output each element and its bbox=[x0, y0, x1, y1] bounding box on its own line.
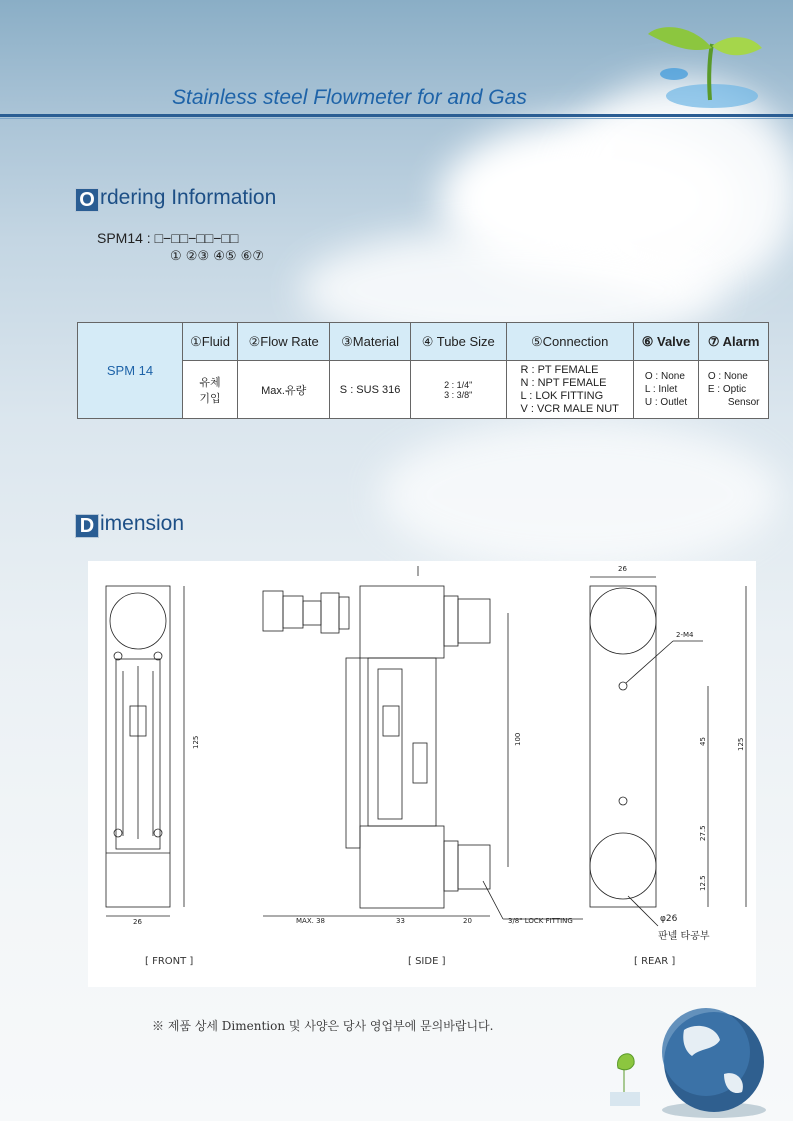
cell-valve: O : None L : Inlet U : Outlet bbox=[633, 361, 699, 419]
header-flow-rate: ②Flow Rate bbox=[238, 323, 330, 361]
order-code-numbers: ① ②③ ④⑤ ⑥⑦ bbox=[170, 249, 264, 264]
cell-material: S : SUS 316 bbox=[330, 361, 410, 419]
header-rule bbox=[0, 114, 793, 117]
cell-flow-rate: Max.유량 bbox=[238, 361, 330, 419]
rear-view bbox=[590, 565, 746, 942]
header-material: ③Material bbox=[330, 323, 410, 361]
globe-decoration bbox=[596, 1000, 776, 1121]
dimension-heading bbox=[75, 512, 184, 538]
heading-mark: D bbox=[75, 514, 99, 538]
svg-text:125: 125 bbox=[737, 737, 745, 751]
cloud-decoration bbox=[380, 420, 780, 570]
page-title: Stainless steel Flowmeter for and Gas bbox=[172, 86, 527, 109]
cell-fluid: 유체 기입 bbox=[183, 361, 238, 419]
footer-note: ※ 제품 상세 Dimention 및 사양은 당사 영업부에 문의바랍니다. bbox=[152, 1019, 494, 1033]
model-cell: SPM 14 bbox=[78, 323, 183, 419]
side-caption: [ SIDE ] bbox=[408, 956, 446, 967]
header-rule-thin bbox=[0, 118, 793, 119]
spec-table bbox=[77, 322, 769, 419]
heading-text: rdering Information bbox=[100, 186, 277, 209]
cell-connection: R : PT FEMALE N : NPT FEMALE L : LOK FITTING V : VCR MALE NUT bbox=[506, 361, 633, 419]
front-view bbox=[106, 586, 200, 926]
svg-text:판넬 타공부: 판넬 타공부 bbox=[658, 931, 710, 942]
header-valve: ⑥ Valve bbox=[633, 323, 699, 361]
svg-text:33: 33 bbox=[396, 917, 405, 925]
header-tube-size: ④ Tube Size bbox=[410, 323, 506, 361]
ordering-heading bbox=[75, 186, 276, 212]
svg-text:26: 26 bbox=[133, 918, 142, 926]
sprout-logo bbox=[640, 14, 770, 114]
heading-mark: O bbox=[75, 188, 99, 212]
order-code: SPM14 : □−□□−□□−□□ bbox=[97, 230, 239, 246]
svg-text:100: 100 bbox=[514, 732, 522, 746]
front-caption: [ FRONT ] bbox=[145, 956, 194, 967]
cell-tube-size: 2 : 1/4" 3 : 3/8" bbox=[410, 361, 506, 419]
svg-text:12.5: 12.5 bbox=[699, 875, 707, 891]
svg-text:20: 20 bbox=[463, 917, 472, 925]
svg-text:φ26: φ26 bbox=[660, 914, 678, 924]
svg-text:27.5: 27.5 bbox=[699, 825, 707, 841]
header-fluid: ①Fluid bbox=[183, 323, 238, 361]
side-view bbox=[263, 566, 583, 925]
svg-text:45: 45 bbox=[699, 737, 707, 746]
svg-text:MAX. 38: MAX. 38 bbox=[296, 917, 325, 925]
header-alarm: ⑦ Alarm bbox=[699, 323, 769, 361]
svg-text:26: 26 bbox=[618, 565, 627, 573]
rear-caption: [ REAR ] bbox=[634, 956, 676, 967]
dimension-drawing bbox=[88, 561, 756, 987]
heading-text: imension bbox=[100, 512, 185, 535]
svg-text:2-M4: 2-M4 bbox=[676, 631, 694, 639]
svg-text:3/8" LOCK FITTING: 3/8" LOCK FITTING bbox=[508, 917, 573, 925]
header-connection: ⑤Connection bbox=[506, 323, 633, 361]
svg-text:125: 125 bbox=[192, 735, 200, 749]
cell-alarm: O : None E : Optic Sensor bbox=[699, 361, 769, 419]
